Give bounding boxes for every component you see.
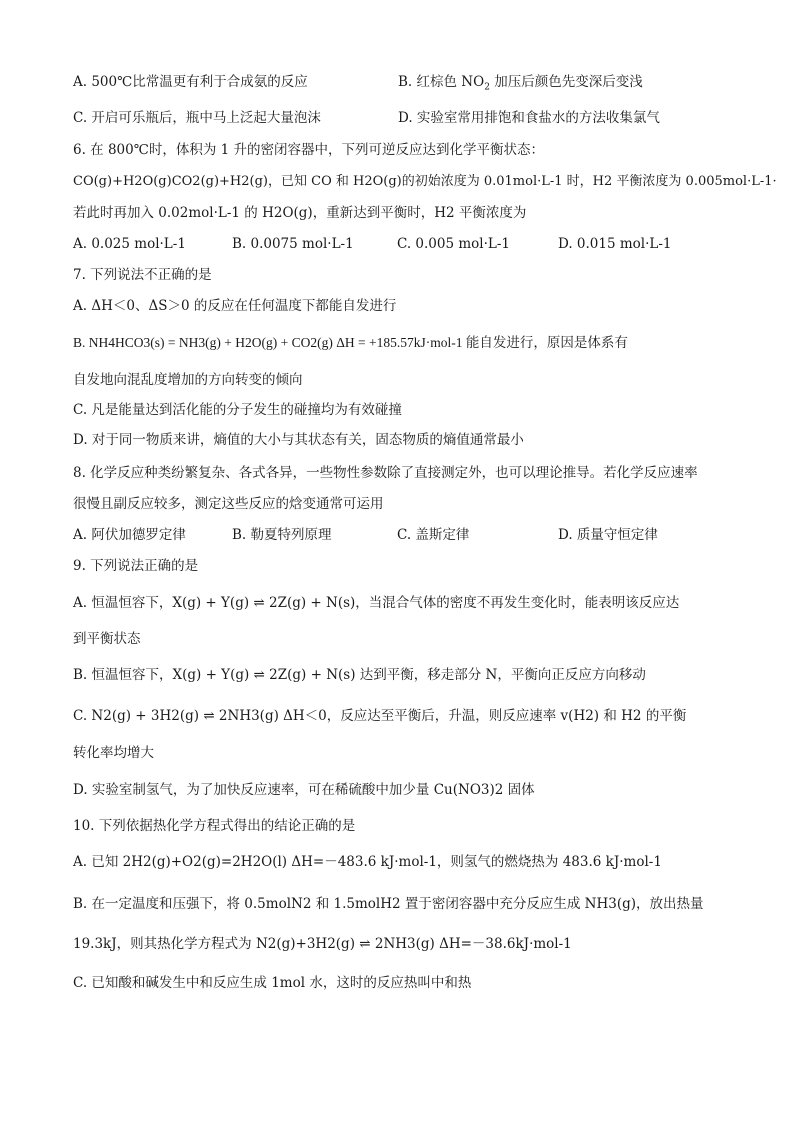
q9-option-b: B. 恒温恒容下，X(g) + Y(g) ⇌ 2Z(g) + N(s) 达到平衡，移走部分 N，平衡向正反应方向移动 bbox=[73, 667, 646, 683]
q7-option-c: C. 凡是能量达到活化能的分子发生的碰撞均为有效碰撞 bbox=[73, 402, 402, 418]
q8-stem-line1: 8. 化学反应种类纷繁复杂、各式各异，一些物性参数除了直接测定外，也可以理论推导。若化学反应速率 bbox=[73, 465, 698, 481]
q5-option-d: D. 实验室常用排饱和食盐水的方法收集氯气 bbox=[398, 110, 660, 126]
q8-stem-line2: 很慢且副反应较多，测定这些反应的焓变通常可运用 bbox=[73, 496, 384, 512]
q8-option-d: D. 质量守恒定律 bbox=[558, 527, 658, 543]
q10-option-a: A. 已知 2H2(g)+O2(g)=2H2O(l) ΔH=－483.6 kJ·mol-1，则氢气的燃烧热为 483.6 kJ·mol-1 bbox=[73, 854, 662, 870]
q10-option-b-line1: B. 在一定温度和压强下，将 0.5molN2 和 1.5molH2 置于密闭容器中充分反应生成 NH3(g)，放出热量 bbox=[73, 896, 704, 912]
q8-option-b: B. 勒夏特列原理 bbox=[232, 527, 332, 543]
q6-option-c: C. 0.005 mol·L-1 bbox=[397, 236, 511, 252]
q6-option-b: B. 0.0075 mol·L-1 bbox=[232, 236, 354, 252]
q7-option-b-line2: 自发地向混乱度增加的方向转变的倾向 bbox=[73, 372, 303, 388]
q9-option-c-line2: 转化率均增大 bbox=[73, 745, 154, 761]
q6-stem-line2: CO(g)+H2O(g)CO2(g)+H2(g)，已知 CO 和 H2O(g)的初始浓度为 0.01mol·L-1 时，H2 平衡浓度为 0.005mol·L-1· bbox=[73, 174, 777, 189]
q10-option-b-line2: 19.3kJ，则其热化学方程式为 N2(g)+3H2(g) ⇌ 2NH3(g) ΔH=－38.6kJ·mol-1 bbox=[73, 936, 572, 952]
q7-option-a: A. ΔH＜0、ΔS＞0 的反应在任何温度下都能自发进行 bbox=[73, 298, 397, 314]
q7-stem: 7. 下列说法不正确的是 bbox=[73, 267, 212, 283]
q10-stem: 10. 下列依据热化学方程式得出的结论正确的是 bbox=[73, 818, 356, 834]
q9-option-a-line2: 到平衡状态 bbox=[73, 631, 141, 647]
q5-option-c: C. 开启可乐瓶后，瓶中马上泛起大量泡沫 bbox=[73, 110, 321, 126]
q8-option-c: C. 盖斯定律 bbox=[397, 527, 470, 543]
q6-stem-line3: 若此时再加入 0.02mol·L-1 的 H2O(g)，重新达到平衡时，H2 平衡浓度为 bbox=[73, 205, 527, 221]
q5-option-a: A. 500℃比常温更有利于合成氨的反应 bbox=[73, 74, 308, 90]
q6-option-d: D. 0.015 mol·L-1 bbox=[558, 236, 672, 252]
q9-option-a-line1: A. 恒温恒容下，X(g) + Y(g) ⇌ 2Z(g) + N(s)，当混合气体的密度不再发生变化时，能表明该反应达 bbox=[73, 595, 680, 611]
q7-option-b-line1: B. NH4HCO3(s) = NH3(g) + H2O(g) + CO2(g) ΔH = +185.57kJ·mol-1 能自发进行，原因是体系有 bbox=[73, 335, 628, 350]
q10-option-c: C. 已知酸和碱发生中和反应生成 1mol 水，这时的反应热叫中和热 bbox=[73, 975, 472, 991]
q9-stem: 9. 下列说法正确的是 bbox=[73, 558, 199, 574]
q7-option-d: D. 对于同一物质来讲，熵值的大小与其状态有关，固态物质的熵值通常最小 bbox=[73, 432, 524, 448]
q5-option-b: B. 红棕色 $NO_2$ 加压后颜色先变深后变浅 bbox=[398, 74, 643, 93]
q6-option-a: A. 0.025 mol·L-1 bbox=[73, 236, 186, 252]
q9-option-c-line1: C. N2(g) + 3H2(g) ⇌ 2NH3(g) ΔH＜0，反应达至平衡后，升温，则反应速率 v(H2) 和 H2 的平衡 bbox=[73, 708, 687, 724]
q9-option-d: D. 实验室制氢气，为了加快反应速率，可在稀硫酸中加少量 Cu(NO3)2 固体 bbox=[73, 782, 535, 798]
q8-option-a: A. 阿伏加德罗定律 bbox=[73, 527, 186, 543]
q6-stem: 6. 在 800℃时，体积为 1 升的密闭容器中，下列可逆反应达到化学平衡状态： bbox=[73, 142, 545, 158]
